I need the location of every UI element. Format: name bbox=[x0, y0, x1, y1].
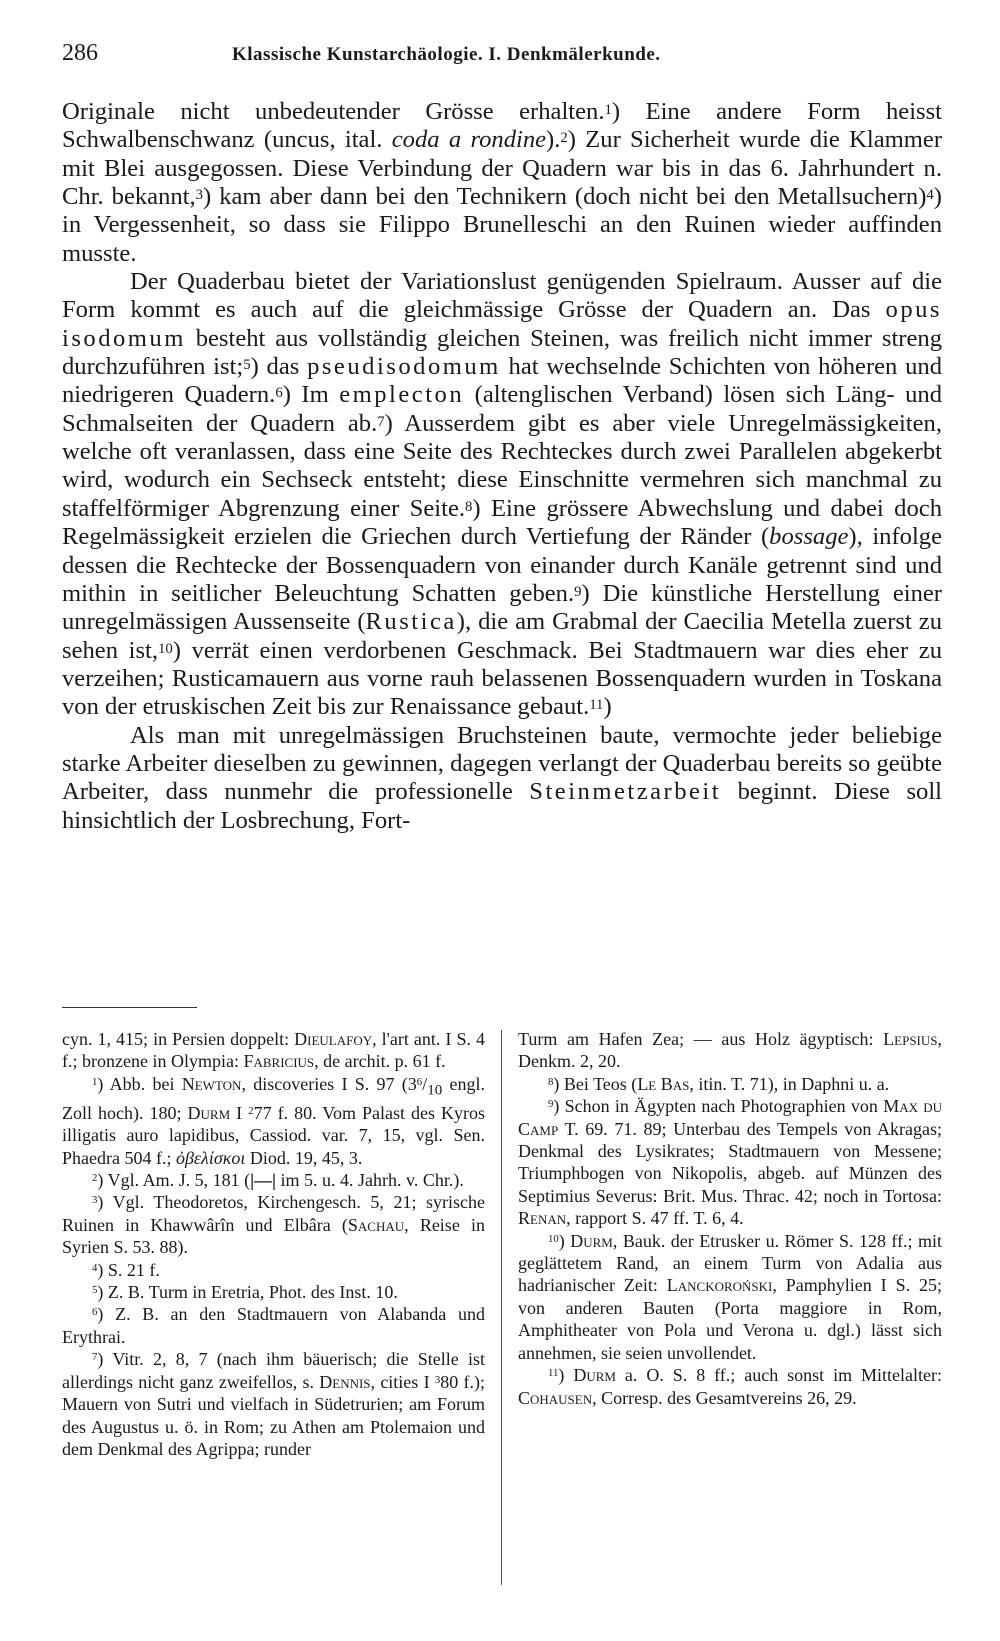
text-span: ) S. 21 f. bbox=[97, 1259, 160, 1280]
text-span: ) Zur Sicherheit wurde die Klammer mit Blei ausgegossen. Diese Verbindung der Quadern war bis in das 6. Jahrhundert n. Chr. bekannt, bbox=[62, 126, 943, 211]
text-span: , de archit. p. 61 f. bbox=[314, 1051, 446, 1072]
spaced-term: Steinmetzarbeit bbox=[529, 778, 722, 806]
text-span: ) Im bbox=[282, 381, 340, 409]
text-span: , Denkm. 2, 20. bbox=[518, 1029, 942, 1072]
author-name: Fabricius bbox=[243, 1051, 315, 1072]
text-span: ) bbox=[603, 693, 612, 721]
text-span: ) Bei Teos ( bbox=[553, 1073, 638, 1094]
footnote-9 bbox=[518, 1095, 942, 1229]
footnote-ref: 8 bbox=[465, 498, 473, 515]
footnote-number: 11 bbox=[548, 1367, 559, 1380]
text-span: ) Ausserdem gibt es aber viele Unregelmässigkeiten, welche oft veranlassen, dass eine Seite des Rechteckes durch zwei Parallelen abgekerbt wird, wodurch ein Sechseck entsteht; diese Einschnitte vermehren sich manchmal zu staffelförmiger Abgrenzung einer Seite. bbox=[62, 409, 942, 522]
footnotes-right-column bbox=[518, 1028, 942, 1409]
author-name: Sachau bbox=[347, 1214, 405, 1235]
footnote-number: 10 bbox=[548, 1232, 559, 1245]
author-name: Lepsius bbox=[883, 1029, 938, 1049]
author-name: Le Bas bbox=[637, 1073, 690, 1094]
footnote-7 bbox=[62, 1348, 485, 1460]
footnote-ref: 11 bbox=[589, 697, 604, 714]
paragraph-1 bbox=[62, 98, 942, 268]
footnote-ref: 1 bbox=[604, 102, 612, 118]
clamp-symbol: |—| bbox=[250, 1170, 277, 1191]
author-name: Cohausen bbox=[518, 1387, 593, 1408]
text-span: Diod. 19, 45, 3. bbox=[245, 1147, 363, 1168]
footnote-ref: 10 bbox=[158, 640, 173, 657]
text-span: ) kam aber dann bei den Technikern (doch nicht bei den Metallsuchern) bbox=[203, 183, 927, 211]
author-name: Dieulafoy bbox=[294, 1029, 373, 1049]
footnote-1 bbox=[62, 1073, 485, 1169]
text-span: , Reise in Syrien S. 53. 88). bbox=[62, 1214, 485, 1258]
page-number: 286 bbox=[62, 40, 98, 66]
text-span: 80 f.); Mauern von Sutri und vielfach in Südetrurien; am Forum des Augustus u. ö. in Rom; zu Athen am Ptolemaion und dem Denkmal des Agrippa; runder bbox=[62, 1371, 485, 1459]
footnote-continuation bbox=[62, 1028, 485, 1073]
text-span: hat wechselnde Schichten von höheren und niedrigeren Quadern. bbox=[62, 353, 942, 409]
author-name: Lanckoroński bbox=[666, 1275, 773, 1296]
running-title: Klassische Kunstarchäologie. I. Denkmälerkunde. bbox=[232, 44, 661, 65]
footnote-4 bbox=[62, 1259, 485, 1281]
text-span: ) Abb. bei bbox=[97, 1073, 182, 1094]
footnote-ref: 9 bbox=[574, 583, 582, 600]
greek-term: ὀβελίσκοι bbox=[175, 1147, 246, 1168]
text-span: T. 69. 71. 89; Unterbau des Tempels von Akragas; Denkmal des Lysikrates; Stadtmauern von Messene; Triumphbogen von Nikopolis, abgeb. auf Münzen des Septimius Severus: Brit. Mus. Thrac. 42; noch in Tortosa: bbox=[518, 1118, 942, 1206]
author-name: Renan bbox=[518, 1208, 567, 1229]
footnote-ref: 6 bbox=[275, 385, 283, 402]
text-span: ), die am Grabmal der Caecilia Metella zuerst zu sehen ist, bbox=[62, 608, 942, 664]
text-span: 77 f. 80. Vom Palast des Kyros illigatis auro lapidibus, Cassiod. var. 7, 15, vgl. Sen. Phaedra 504 f.; bbox=[62, 1102, 486, 1168]
edition-number: 3 bbox=[434, 1373, 441, 1386]
text-span: , Pamphylien I S. 25; von anderen Bauten (Porta maggiore in Rom, Amphitheater von Pola und Verona u. dgl.) lässt sich annehmen, sie seien unvollendet. bbox=[518, 1275, 942, 1363]
author-name: Newton bbox=[181, 1073, 242, 1094]
footnote-10 bbox=[518, 1230, 942, 1364]
text-span: cyn. 1, 415; in Persien doppelt: bbox=[62, 1029, 295, 1049]
text-span: ) bbox=[558, 1230, 571, 1251]
footnote-number: 5 bbox=[92, 1284, 98, 1297]
footnote-rule bbox=[62, 1007, 197, 1008]
spaced-term: Rustica bbox=[365, 608, 457, 636]
text-span: (altenglischen Verband) lösen sich Läng- und Schmalseiten der Quadern ab. bbox=[62, 381, 942, 437]
footnote-number: 3 bbox=[92, 1194, 98, 1207]
footnote-ref: 2 bbox=[560, 130, 568, 147]
footnote-5 bbox=[62, 1281, 485, 1303]
text-span: ) Schon in Ägypten nach Photographien von bbox=[553, 1096, 884, 1117]
paragraph-2 bbox=[62, 268, 942, 722]
text-span: ) bbox=[558, 1365, 574, 1386]
text-span: beginnt. Diese soll hinsichtlich der Losbrechung, Fort- bbox=[62, 778, 942, 834]
text-span: ) Z. B. Turm in Eretria, Phot. des Inst. 10. bbox=[97, 1282, 398, 1303]
footnote-number: 8 bbox=[548, 1075, 554, 1088]
text-span: , itin. T. 71), in Daphni u. a. bbox=[689, 1073, 890, 1094]
text-span: , cities I bbox=[370, 1371, 435, 1392]
text-span: , Bauk. der Etrusker u. Römer S. 128 ff.; mit geglättetem Rand, an einem Turm von Adalia aus hadrianischer Zeit: bbox=[518, 1230, 943, 1296]
spaced-term: emplecton bbox=[339, 381, 465, 409]
footnote-number: 7 bbox=[92, 1351, 98, 1364]
author-name: Dennis bbox=[319, 1371, 371, 1392]
running-header bbox=[62, 40, 942, 70]
text-span: ) Eine grössere Abwechslung und dabei doch Regelmässigkeit erzielen die Griechen durch Vertiefung der Ränder ( bbox=[62, 494, 942, 551]
footnote-ref: 5 bbox=[243, 357, 251, 374]
italic-term: coda a rondine bbox=[391, 126, 547, 154]
text-span: ) Vitr. 2, 8, 7 (nach ihm bäuerisch; die Stelle ist allerdings nicht ganz zweifellos, s. bbox=[62, 1349, 485, 1392]
text-span: , l'art ant. I S. 4 f.; bronzene in Olympia: bbox=[62, 1029, 485, 1072]
text-span: , rapport S. 47 ff. T. 6, 4. bbox=[566, 1208, 744, 1229]
author-name: Durm bbox=[570, 1230, 613, 1251]
text-span: ) Z. B. an den Stadtmauern von Alabanda und Erythrai. bbox=[62, 1304, 485, 1347]
author-name: Durm bbox=[573, 1365, 616, 1386]
footnote-number: 9 bbox=[548, 1098, 554, 1111]
footnote-2 bbox=[62, 1169, 485, 1191]
footnote-number: 1 bbox=[92, 1075, 98, 1088]
text-span: Turm am Hafen Zea; — aus Holz ägyptisch: bbox=[518, 1029, 884, 1049]
author-name: Durm bbox=[187, 1102, 231, 1123]
text-span: ) Eine andere Form heisst Schwalbenschwanz (uncus, ital. bbox=[62, 98, 943, 154]
text-span: Originale nicht unbedeutender Grösse erhalten. bbox=[62, 98, 605, 125]
footnote-11 bbox=[518, 1364, 942, 1409]
footnote-ref: 3 bbox=[195, 187, 204, 204]
fraction-den: 10 bbox=[427, 1082, 443, 1099]
footnote-number: 2 bbox=[92, 1172, 98, 1185]
footnote-3 bbox=[62, 1191, 485, 1258]
footnote-ref: 7 bbox=[377, 413, 385, 430]
text-span: ). bbox=[546, 126, 561, 154]
footnote-6 bbox=[62, 1303, 485, 1348]
italic-term: bossage bbox=[769, 523, 849, 551]
text-span: Als man mit unregelmässigen Bruchsteinen baute, vermochte jeder beliebige starke Arbeiter dieselben zu gewinnen, dagegen verlangt der Quaderbau bereits so geübte Arbeiter, dass nunmehr die professionelle bbox=[62, 721, 942, 806]
text-span: engl. Zoll hoch). 180; bbox=[62, 1073, 485, 1123]
text-span: a. O. S. 8 ff.; auch sonst im Mittelalter: bbox=[615, 1365, 942, 1386]
text-span: ) verrät einen verdorbenen Geschmack. Bei Stadtmauern war dies eher zu verzeihen; Rusticamauern aus vorne rauh belassenen Bossenquadern wurden in Toskana von der etruskischen Zeit bis zur Renaissance gebaut. bbox=[62, 636, 943, 721]
main-text bbox=[62, 98, 942, 835]
text-span: / bbox=[422, 1073, 428, 1094]
footnote-number: 6 bbox=[92, 1306, 98, 1319]
text-span: Der Quaderbau bietet der Variationslust genügenden Spielraum. Ausser auf die Form kommt es auch auf die gleichmässige Grösse der Quadern an. Das bbox=[62, 268, 942, 324]
text-span: ) Die künstliche Herstellung einer unregelmässigen Aussenseite ( bbox=[62, 579, 942, 636]
spaced-term: opus isodomum bbox=[62, 296, 942, 352]
footnotes-left-column bbox=[62, 1028, 485, 1460]
spaced-term: pseudisodomum bbox=[307, 353, 501, 381]
text-span: ), infolge dessen die Rechtecke der Bossenquadern von einander durch Kanäle getrennt sind und mithin in seitlicher Beleuchtung Schatten geben. bbox=[62, 523, 943, 607]
text-span: ) das bbox=[250, 353, 308, 381]
edition-number: 2 bbox=[248, 1104, 254, 1117]
text-span: , discoveries I S. 97 (3 bbox=[241, 1073, 417, 1094]
author-name: Max du Camp bbox=[518, 1096, 943, 1139]
text-span: ) in Vergessenheit, so dass sie Filippo Brunelleschi an den Ruinen wieder auffinden musste. bbox=[62, 183, 942, 267]
text-span: ) Vgl. Theodoretos, Kirchengesch. 5, 21; syrische Ruinen in Khawwârîn und Elbâra ( bbox=[62, 1192, 485, 1235]
text-span: ) Vgl. Am. J. 5, 181 ( bbox=[97, 1170, 251, 1191]
footnote-8 bbox=[518, 1073, 942, 1095]
text-span: I bbox=[230, 1102, 249, 1123]
column-divider bbox=[501, 1030, 502, 1585]
footnote-ref: 4 bbox=[926, 187, 934, 204]
paragraph-3 bbox=[62, 722, 942, 835]
fraction-num: 6 bbox=[416, 1075, 423, 1088]
footnote-number: 4 bbox=[92, 1261, 98, 1274]
text-span: , Corresp. des Gesamtvereins 26, 29. bbox=[592, 1387, 857, 1408]
footnote-continuation bbox=[518, 1028, 942, 1073]
text-span: besteht aus vollständig gleichen Steinen, was freilich nicht immer streng durchzuführen ist; bbox=[62, 324, 942, 381]
text-span: im 5. u. 4. Jahrh. v. Chr.). bbox=[276, 1170, 464, 1191]
